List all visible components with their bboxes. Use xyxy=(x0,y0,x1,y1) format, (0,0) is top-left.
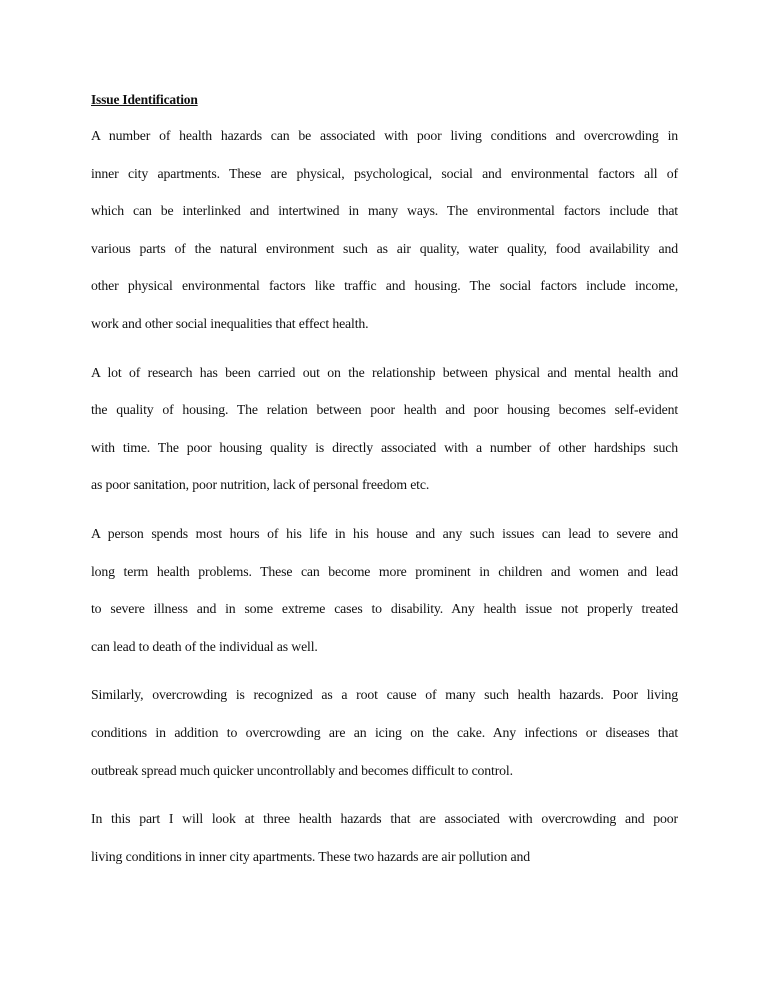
text-line: which can be interlinked and intertwined in many ways. The environmental factors include that xyxy=(91,203,678,219)
text-line: can lead to death of the individual as well. xyxy=(91,638,318,654)
text-line: work and other social inequalities that effect health. xyxy=(91,315,369,331)
text-line: with time. The poor housing quality is directly associated with a number of other hardships such xyxy=(91,439,678,455)
text-line: various parts of the natural environment such as air quality, water quality, food availability and xyxy=(91,240,678,256)
text-line: to severe illness and in some extreme cases to disability. Any health issue not properly treated xyxy=(91,601,678,617)
text-line: the quality of housing. The relation between poor health and poor housing becomes self-evident xyxy=(91,402,678,418)
text-line: as poor sanitation, poor nutrition, lack of personal freedom etc. xyxy=(91,477,430,493)
paragraph xyxy=(91,676,678,789)
text-line: In this part I will look at three health hazards that are associated with overcrowding and poor xyxy=(91,811,678,827)
text-line: other physical environmental factors like traffic and housing. The social factors include income, xyxy=(91,278,678,294)
text-line: long term health problems. These can become more prominent in children and women and lead xyxy=(91,563,678,579)
text-line: outbreak spread much quicker uncontrollably and becomes difficult to control. xyxy=(91,762,513,778)
paragraph xyxy=(91,354,678,504)
text-line: Similarly, overcrowding is recognized as a root cause of many such health hazards. Poor living xyxy=(91,687,678,703)
paragraph xyxy=(91,515,678,665)
paragraph xyxy=(91,800,678,875)
text-line: A person spends most hours of his life in his house and any such issues can lead to severe and xyxy=(91,525,678,541)
section-heading: Issue Identification xyxy=(91,92,198,107)
paragraph xyxy=(91,117,678,343)
text-line: conditions in addition to overcrowding are an icing on the cake. Any infections or diseases that xyxy=(91,724,678,740)
text-line: A number of health hazards can be associated with poor living conditions and overcrowding in xyxy=(91,128,678,143)
text-line: A lot of research has been carried out on the relationship between physical and mental health and xyxy=(91,364,678,380)
document-body xyxy=(91,89,678,886)
text-line: living conditions in inner city apartments. These two hazards are air pollution and xyxy=(91,848,531,864)
text-line: inner city apartments. These are physical, psychological, social and environmental factors all of xyxy=(91,165,678,181)
